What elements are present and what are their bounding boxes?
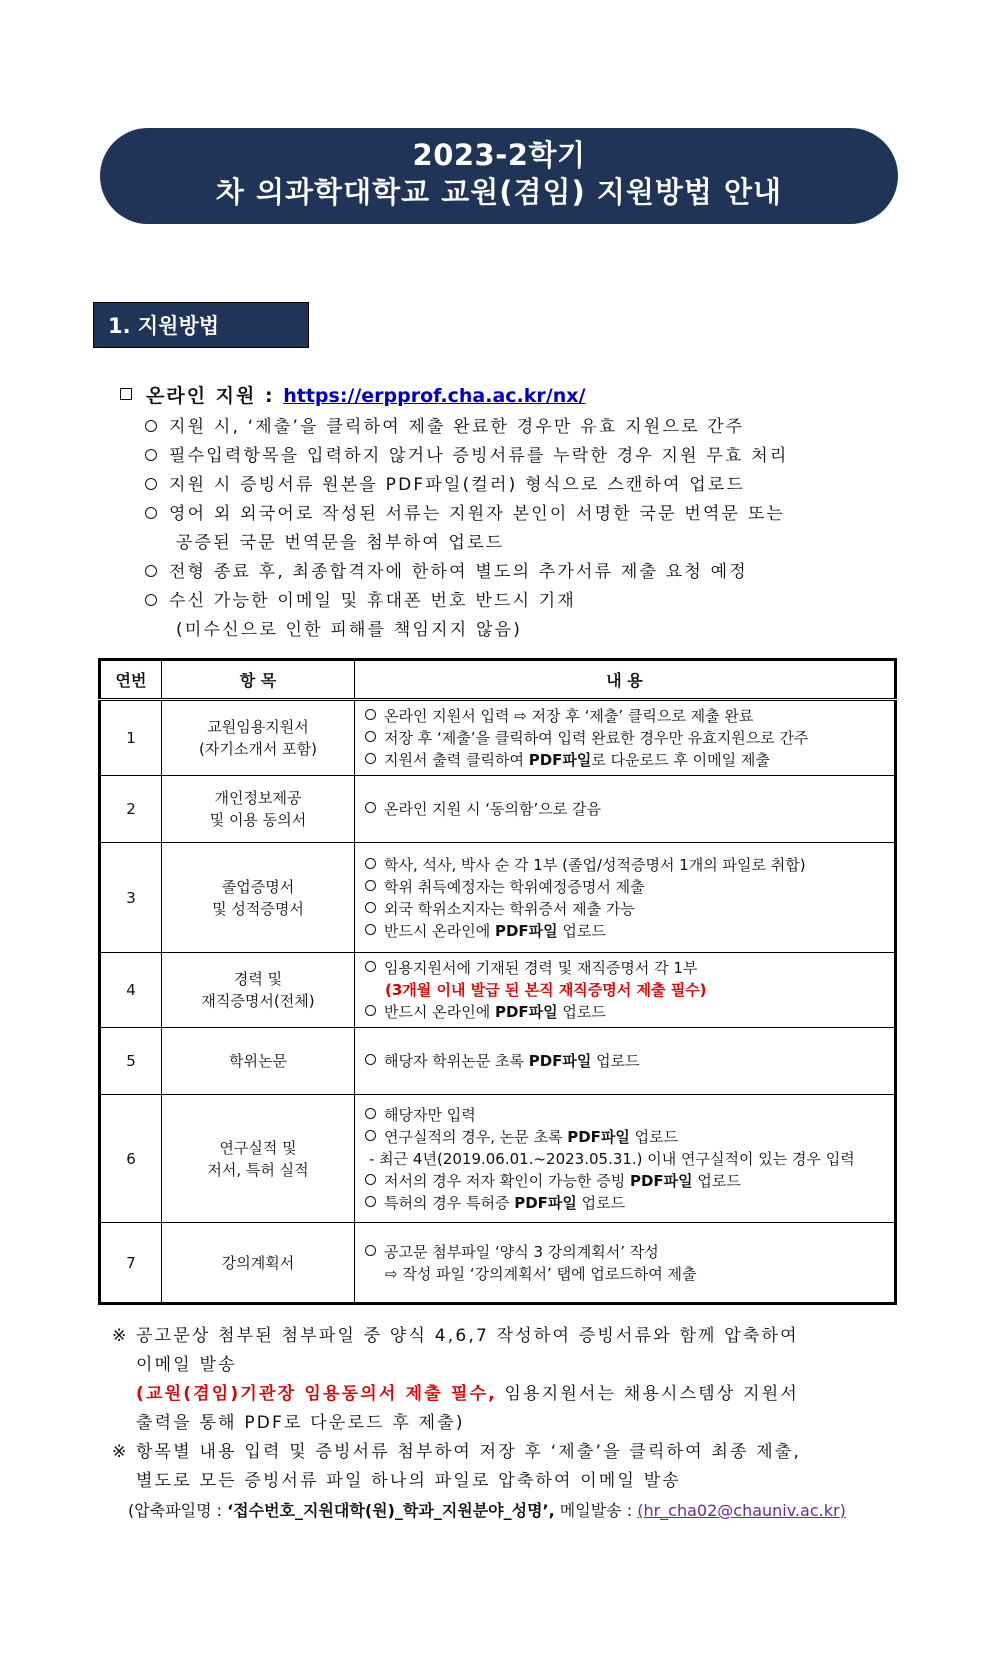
circle-bullet-icon xyxy=(145,594,157,606)
circle-bullet-icon xyxy=(365,753,376,764)
table-row xyxy=(100,776,896,843)
row-no: 1 xyxy=(100,700,162,776)
row-content: 온라인 지원서 입력 ⇨ 저장 후 ‘제출’ 클릭으로 제출 완료 저장 후 ‘제출’을 클릭하여 입력 완료한 경우만 유효지원으로 간주 지원서 출력 클릭하여 PDF파일로 다운로드 후 이메일 제출 xyxy=(355,700,896,776)
row-content: 학사, 석사, 박사 순 각 1부 (졸업/성적증명서 1개의 파일로 취합) 학위 취득예정자는 학위예정증명서 제출 외국 학위소지자는 학위증서 제출 가능 반드시 온라인에 PDF파일 업로드 xyxy=(355,843,896,953)
circle-bullet-icon xyxy=(145,420,157,432)
email-link[interactable]: (hr_cha02@chauniv.ac.kr) xyxy=(637,1501,846,1520)
circle-bullet-icon xyxy=(365,1130,376,1141)
row-content: 해당자만 입력 연구실적의 경우, 논문 초록 PDF파일 업로드 - 최근 4년(2019.06.01.~2023.05.31.) 이내 연구실적이 있는 경우 입력 저서의 경우 저자 확인이 가능한 증빙 PDF파일 업로드 특허의 경우 특허증 PDF파일 업로드 xyxy=(355,1095,896,1223)
circle-bullet-icon xyxy=(145,449,157,461)
circle-bullet-icon xyxy=(365,924,376,935)
row-no: 3 xyxy=(100,843,162,953)
row-no: 2 xyxy=(100,776,162,843)
circle-bullet-icon xyxy=(365,858,376,869)
circle-bullet-icon xyxy=(365,1174,376,1185)
row-no: 5 xyxy=(100,1028,162,1095)
footnotes: ※ 공고문상 첨부된 첨부파일 중 양식 4,6,7 작성하여 증빙서류와 함께 압축하여 이메일 발송 (교원(겸임)기관장 임용동의서 제출 필수, 임용지원서는 채용시스템상 지원서 출력을 통해 PDF로 다운로드 후 제출) ※ 항목별 내용 입력 및 증빙서류 첨부하여 저장 후 ‘제출’을 클릭하여 최종 제출, 별도로 모든 증빙서류 파일 하나의 파일로 압축하여 이메일 발송 (압축파일명 : ‘접수번호_지원대학(원)_학과_지원분야_성명’, 메일발송 : (hr_cha02@chauniv.ac.kr) xyxy=(112,1322,912,1525)
table-header-row xyxy=(100,660,896,700)
title-banner xyxy=(100,128,898,224)
row-no: 4 xyxy=(100,953,162,1028)
row-item: 교원임용지원서 (자기소개서 포함) xyxy=(162,700,355,776)
required-notice: (3개월 이내 발급 된 본직 재직증명서 제출 필수) xyxy=(385,981,707,999)
circle-bullet-icon xyxy=(145,565,157,577)
table-row xyxy=(100,1028,896,1095)
sub-note: - 최근 4년(2019.06.01.~2023.05.31.) 이내 연구실적이 있는 경우 입력 xyxy=(369,1149,855,1168)
row-item: 경력 및 재직증명서(전체) xyxy=(162,953,355,1028)
circle-bullet-icon xyxy=(365,1054,376,1065)
online-apply-line xyxy=(120,381,585,408)
header-content: 내 용 xyxy=(355,660,896,700)
row-content: 온라인 지원 시 ‘동의함’으로 갈음 xyxy=(355,776,896,843)
circle-bullet-icon xyxy=(365,731,376,742)
row-content: 해당자 학위논문 초록 PDF파일 업로드 xyxy=(355,1028,896,1095)
circle-bullet-icon xyxy=(145,507,157,519)
list-item: 수신 가능한 이메일 및 휴대폰 번호 반드시 기재 xyxy=(145,587,905,616)
circle-bullet-icon xyxy=(365,802,376,813)
circle-bullet-icon xyxy=(365,902,376,913)
list-item: 지원 시, ‘제출’을 클릭하여 제출 완료한 경우만 유효 지원으로 간주 xyxy=(145,413,905,442)
row-item: 졸업증명서 및 성적증명서 xyxy=(162,843,355,953)
row-no: 6 xyxy=(100,1095,162,1223)
footnote-2: ※ 항목별 내용 입력 및 증빙서류 첨부하여 저장 후 ‘제출’을 클릭하여 최종 제출, xyxy=(112,1442,802,1462)
row-item: 학위논문 xyxy=(162,1028,355,1095)
list-item: 전형 종료 후, 최종합격자에 한하여 별도의 추가서류 제출 요청 예정 xyxy=(145,558,905,587)
requirements-table xyxy=(98,658,897,1305)
circle-bullet-icon xyxy=(365,709,376,720)
section-heading: 1. 지원방법 xyxy=(93,302,309,348)
footnote-1: ※ 공고문상 첨부된 첨부파일 중 양식 4,6,7 작성하여 증빙서류와 함께 압축하여 xyxy=(112,1326,799,1346)
circle-bullet-icon xyxy=(145,478,157,490)
circle-bullet-icon xyxy=(365,880,376,891)
list-item-continuation: (미수신으로 인한 피해를 책임지지 않음) xyxy=(176,620,523,640)
banner-title: 차 의과학대학교 교원(겸임) 지원방법 안내 xyxy=(215,175,783,209)
list-item: 영어 외 외국어로 작성된 서류는 지원자 본인이 서명한 국문 번역문 또는 xyxy=(145,500,905,529)
table-row xyxy=(100,1095,896,1223)
table-row xyxy=(100,700,896,776)
footnote-filename: (압축파일명 : ‘접수번호_지원대학(원)_학과_지원분야_성명’, 메일발송 : (hr_cha02@chauniv.ac.kr) xyxy=(128,1501,846,1520)
circle-bullet-icon xyxy=(365,1108,376,1119)
square-bullet-icon xyxy=(120,388,132,400)
table-row xyxy=(100,843,896,953)
list-item: 지원 시 증빙서류 원본을 PDF파일(컬러) 형식으로 스캔하여 업로드 xyxy=(145,471,905,500)
row-item: 개인정보제공 및 이용 동의서 xyxy=(162,776,355,843)
footnote-required: (교원(겸임)기관장 임용동의서 제출 필수, 임용지원서는 채용시스템상 지원서 xyxy=(136,1384,800,1404)
list-item: 필수입력항목을 입력하지 않거나 증빙서류를 누락한 경우 지원 무효 처리 xyxy=(145,442,905,471)
row-item: 연구실적 및 저서, 특허 실적 xyxy=(162,1095,355,1223)
table-row xyxy=(100,953,896,1028)
online-label: 온라인 지원 : xyxy=(146,385,284,407)
banner-semester: 2023-2학기 xyxy=(412,138,586,172)
circle-bullet-icon xyxy=(365,1196,376,1207)
row-content: 공고문 첨부파일 ‘양식 3 강의계획서’ 작성 ⇨ 작성 파일 ‘강의계획서’ 탭에 업로드하여 제출 xyxy=(355,1223,896,1304)
instruction-list xyxy=(145,413,905,645)
circle-bullet-icon xyxy=(365,1245,376,1256)
row-content: 임용지원서에 기재된 경력 및 재직증명서 각 1부 (3개월 이내 발급 된 본직 재직증명서 제출 필수) 반드시 온라인에 PDF파일 업로드 xyxy=(355,953,896,1028)
row-item: 강의계획서 xyxy=(162,1223,355,1304)
apply-url-link[interactable]: https://erpprof.cha.ac.kr/nx/ xyxy=(283,385,586,407)
header-no: 연번 xyxy=(100,660,162,700)
circle-bullet-icon xyxy=(365,1005,376,1016)
header-item: 항 목 xyxy=(162,660,355,700)
circle-bullet-icon xyxy=(365,961,376,972)
table-row xyxy=(100,1223,896,1304)
list-item-continuation: 공증된 국문 번역문을 첨부하여 업로드 xyxy=(176,533,505,553)
row-no: 7 xyxy=(100,1223,162,1304)
